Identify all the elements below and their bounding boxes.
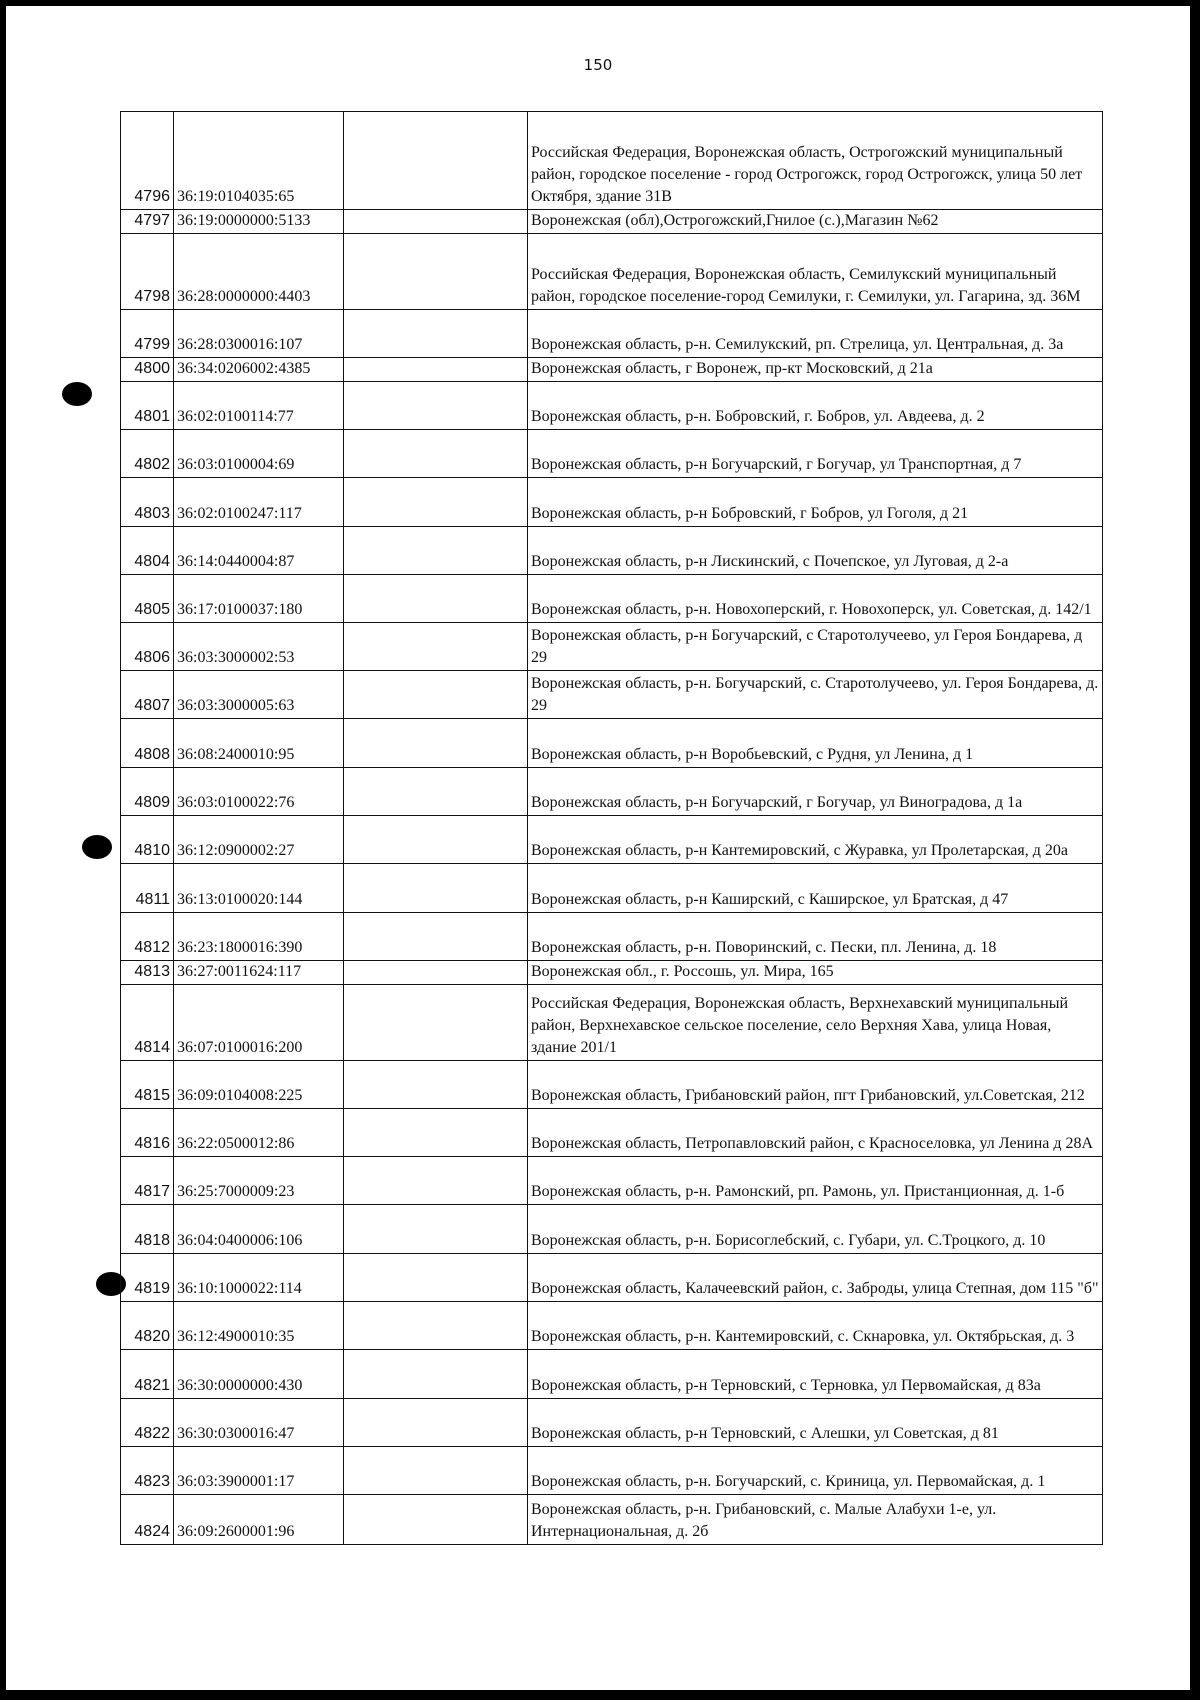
- empty-cell: [344, 358, 528, 382]
- address: Воронежская область, р-н. Бобровский, г. Бобров, ул. Авдеева, д. 2: [528, 382, 1103, 430]
- punch-hole-1: [62, 382, 92, 406]
- cadastral-number: 36:09:0104008:225: [174, 1061, 344, 1109]
- address: Российская Федерация, Воронежская область, Верхнехавский муниципальный район, Верхнехавское сельское поселение, село Верхняя Хава, улица Новая, здание 201/1: [528, 985, 1103, 1061]
- address: Воронежская область, р-н Каширский, с Каширское, ул Братская, д 47: [528, 864, 1103, 913]
- row-number: 4814: [121, 985, 174, 1061]
- table-row: [121, 358, 1103, 382]
- address: Воронежская область, г Воронеж, пр-кт Московский, д 21а: [528, 358, 1103, 382]
- row-number: 4805: [121, 575, 174, 623]
- page-number: 150: [583, 56, 613, 74]
- table-row: [121, 1399, 1103, 1447]
- row-number: 4813: [121, 961, 174, 985]
- cadastral-number: 36:22:0500012:86: [174, 1109, 344, 1157]
- empty-cell: [344, 1205, 528, 1254]
- row-number: 4821: [121, 1350, 174, 1399]
- table-row: [121, 623, 1103, 671]
- table-row: [121, 1061, 1103, 1109]
- row-number: 4801: [121, 382, 174, 430]
- row-number: 4810: [121, 816, 174, 864]
- table-row: [121, 816, 1103, 864]
- cadastral-number: 36:19:0000000:5133: [174, 210, 344, 234]
- empty-cell: [344, 1350, 528, 1399]
- row-number: 4796: [121, 112, 174, 210]
- cadastral-number: 36:03:3900001:17: [174, 1447, 344, 1495]
- row-number: 4812: [121, 913, 174, 961]
- cadastral-number: 36:23:1800016:390: [174, 913, 344, 961]
- cadastral-number: 36:03:0100022:76: [174, 768, 344, 816]
- empty-cell: [344, 112, 528, 210]
- address: Воронежская область, р-н Терновский, с Терновка, ул Первомайская, д 83а: [528, 1350, 1103, 1399]
- empty-cell: [344, 478, 528, 527]
- empty-cell: [344, 961, 528, 985]
- table-row: [121, 768, 1103, 816]
- cadastral-number: 36:09:2600001:96: [174, 1495, 344, 1545]
- table-row: [121, 210, 1103, 234]
- row-number: 4797: [121, 210, 174, 234]
- address: Воронежская (обл),Острогожский,Гнилое (с.),Магазин №62: [528, 210, 1103, 234]
- row-number: 4823: [121, 1447, 174, 1495]
- address: Воронежская область, Грибановский район, пгт Грибановский, ул.Советская, 212: [528, 1061, 1103, 1109]
- table-row: [121, 985, 1103, 1061]
- empty-cell: [344, 575, 528, 623]
- empty-cell: [344, 985, 528, 1061]
- table-row: [121, 864, 1103, 913]
- row-number: 4815: [121, 1061, 174, 1109]
- cadastral-number: 36:19:0104035:65: [174, 112, 344, 210]
- address: Воронежская область, р-н Богучарский, г Богучар, ул Виноградова, д 1а: [528, 768, 1103, 816]
- empty-cell: [344, 234, 528, 310]
- table-row: [121, 1157, 1103, 1205]
- row-number: 4798: [121, 234, 174, 310]
- address: Воронежская область, р-н. Рамонский, рп. Рамонь, ул. Пристанционная, д. 1-б: [528, 1157, 1103, 1205]
- cadastral-number: 36:04:0400006:106: [174, 1205, 344, 1254]
- address: Воронежская область, р-н. Грибановский, с. Малые Алабухи 1-е, ул. Интернациональная, д. 2б: [528, 1495, 1103, 1545]
- table-row: [121, 1109, 1103, 1157]
- document-page: [6, 6, 1190, 1690]
- address: Российская Федерация, Воронежская область, Острогожский муниципальный район, городское поселение - город Острогожск, город Острогожск, улица 50 лет Октября, здание 31В: [528, 112, 1103, 210]
- empty-cell: [344, 671, 528, 719]
- cadastral-number: 36:07:0100016:200: [174, 985, 344, 1061]
- empty-cell: [344, 768, 528, 816]
- empty-cell: [344, 1157, 528, 1205]
- table-row: [121, 112, 1103, 210]
- empty-cell: [344, 1447, 528, 1495]
- empty-cell: [344, 816, 528, 864]
- table-row: [121, 234, 1103, 310]
- address: Воронежская область, р-н. Богучарский, с. Старотолучеево, ул. Героя Бондарева, д. 29: [528, 671, 1103, 719]
- table-row: [121, 575, 1103, 623]
- registry-table: [120, 111, 1103, 1545]
- cadastral-number: 36:14:0440004:87: [174, 527, 344, 575]
- empty-cell: [344, 1109, 528, 1157]
- table-row: [121, 961, 1103, 985]
- address: Воронежская область, р-н. Богучарский, с. Криница, ул. Первомайская, д. 1: [528, 1447, 1103, 1495]
- row-number: 4804: [121, 527, 174, 575]
- address: Воронежская область, р-н Воробьевский, с Рудня, ул Ленина, д 1: [528, 719, 1103, 768]
- empty-cell: [344, 210, 528, 234]
- row-number: 4816: [121, 1109, 174, 1157]
- cadastral-number: 36:34:0206002:4385: [174, 358, 344, 382]
- cadastral-number: 36:30:0000000:430: [174, 1350, 344, 1399]
- address: Воронежская область, Петропавловский район, с Красноселовка, ул Ленина д 28А: [528, 1109, 1103, 1157]
- cadastral-number: 36:17:0100037:180: [174, 575, 344, 623]
- address: Воронежская область, р-н. Борисоглебский, с. Губари, ул. С.Троцкого, д. 10: [528, 1205, 1103, 1254]
- cadastral-number: 36:02:0100247:117: [174, 478, 344, 527]
- table-row: [121, 719, 1103, 768]
- empty-cell: [344, 1399, 528, 1447]
- address: Воронежская область, р-н Терновский, с Алешки, ул Советская, д 81: [528, 1399, 1103, 1447]
- cadastral-number: 36:25:7000009:23: [174, 1157, 344, 1205]
- table-row: [121, 1350, 1103, 1399]
- row-number: 4802: [121, 430, 174, 478]
- cadastral-number: 36:08:2400010:95: [174, 719, 344, 768]
- empty-cell: [344, 430, 528, 478]
- cadastral-number: 36:13:0100020:144: [174, 864, 344, 913]
- table-row: [121, 1447, 1103, 1495]
- address: Воронежская область, р-н. Семилукский, рп. Стрелица, ул. Центральная, д. 3а: [528, 310, 1103, 358]
- table-row: [121, 527, 1103, 575]
- empty-cell: [344, 719, 528, 768]
- empty-cell: [344, 1254, 528, 1302]
- empty-cell: [344, 913, 528, 961]
- address: Воронежская обл., г. Россошь, ул. Мира, 165: [528, 961, 1103, 985]
- address: Воронежская область, р-н. Новохоперский, г. Новохоперск, ул. Советская, д. 142/1: [528, 575, 1103, 623]
- table-row: [121, 478, 1103, 527]
- empty-cell: [344, 382, 528, 430]
- cadastral-number: 36:12:0900002:27: [174, 816, 344, 864]
- table-row: [121, 1495, 1103, 1545]
- cadastral-number: 36:03:0100004:69: [174, 430, 344, 478]
- address: Российская Федерация, Воронежская область, Семилукский муниципальный район, городское поселение-город Семилуки, г. Семилуки, ул. Гагарина, зд. 36М: [528, 234, 1103, 310]
- cadastral-number: 36:02:0100114:77: [174, 382, 344, 430]
- empty-cell: [344, 310, 528, 358]
- address: Воронежская область, р-н. Кантемировский, с. Скнаровка, ул. Октябрьская, д. 3: [528, 1302, 1103, 1350]
- cadastral-number: 36:10:1000022:114: [174, 1254, 344, 1302]
- address: Воронежская область, р-н. Поворинский, с. Пески, пл. Ленина, д. 18: [528, 913, 1103, 961]
- row-number: 4806: [121, 623, 174, 671]
- empty-cell: [344, 1302, 528, 1350]
- address: Воронежская область, р-н Кантемировский, с Журавка, ул Пролетарская, д 20а: [528, 816, 1103, 864]
- empty-cell: [344, 1061, 528, 1109]
- cadastral-number: 36:28:0000000:4403: [174, 234, 344, 310]
- empty-cell: [344, 527, 528, 575]
- address: Воронежская область, р-н Лискинский, с Почепское, ул Луговая, д 2-а: [528, 527, 1103, 575]
- table-row: [121, 382, 1103, 430]
- table-row: [121, 671, 1103, 719]
- table-row: [121, 1302, 1103, 1350]
- cadastral-number: 36:03:3000002:53: [174, 623, 344, 671]
- table-row: [121, 310, 1103, 358]
- row-number: 4799: [121, 310, 174, 358]
- row-number: 4811: [121, 864, 174, 913]
- table-row: [121, 430, 1103, 478]
- address: Воронежская область, Калачеевский район, с. Заброды, улица Степная, дом 115 "б": [528, 1254, 1103, 1302]
- row-number: 4820: [121, 1302, 174, 1350]
- cadastral-number: 36:28:0300016:107: [174, 310, 344, 358]
- row-number: 4809: [121, 768, 174, 816]
- cadastral-number: 36:03:3000005:63: [174, 671, 344, 719]
- cadastral-number: 36:27:0011624:117: [174, 961, 344, 985]
- table-row: [121, 913, 1103, 961]
- address: Воронежская область, р-н Бобровский, г Бобров, ул Гоголя, д 21: [528, 478, 1103, 527]
- punch-hole-2: [82, 835, 112, 859]
- row-number: 4819: [121, 1254, 174, 1302]
- empty-cell: [344, 864, 528, 913]
- address: Воронежская область, р-н Богучарский, с Старотолучеево, ул Героя Бондарева, д 29: [528, 623, 1103, 671]
- row-number: 4800: [121, 358, 174, 382]
- row-number: 4817: [121, 1157, 174, 1205]
- row-number: 4807: [121, 671, 174, 719]
- row-number: 4822: [121, 1399, 174, 1447]
- cadastral-number: 36:12:4900010:35: [174, 1302, 344, 1350]
- cadastral-number: 36:30:0300016:47: [174, 1399, 344, 1447]
- table-row: [121, 1205, 1103, 1254]
- table-row: [121, 1254, 1103, 1302]
- address: Воронежская область, р-н Богучарский, г Богучар, ул Транспортная, д 7: [528, 430, 1103, 478]
- row-number: 4803: [121, 478, 174, 527]
- row-number: 4808: [121, 719, 174, 768]
- empty-cell: [344, 623, 528, 671]
- row-number: 4818: [121, 1205, 174, 1254]
- empty-cell: [344, 1495, 528, 1545]
- row-number: 4824: [121, 1495, 174, 1545]
